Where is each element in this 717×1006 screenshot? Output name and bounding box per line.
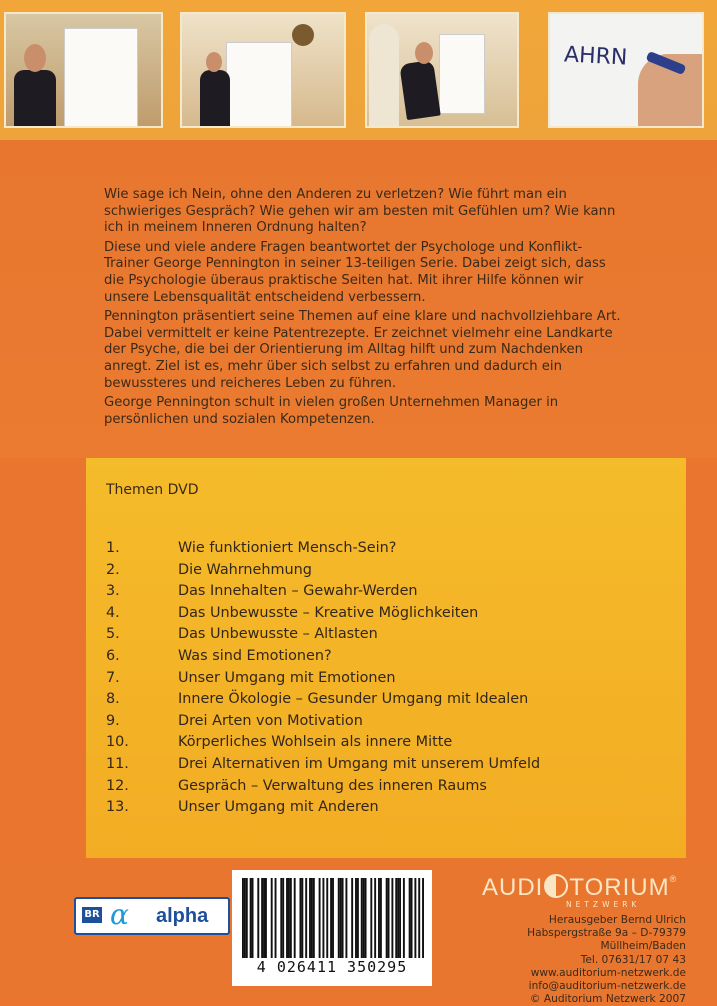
topic-number: 11. xyxy=(106,755,129,772)
auditorium-logo-part1: AUDI xyxy=(482,874,544,901)
list-item xyxy=(106,776,626,798)
photo-3 xyxy=(365,12,519,128)
list-item xyxy=(106,538,626,560)
photo-2 xyxy=(180,12,346,128)
intro-paragraph-2: Diese und viele andere Fragen beantwortet der Psychologe und Konflikt-Trainer George Pennington in seiner 13-teiligen Serie. Dabei zeigt sich, dass die Psychologie überaus praktische Seiten hat. Mit ihrer Hilfe können wir unsere Lebensqualität entscheidend verbessern. xyxy=(104,239,606,305)
topic-number: 8. xyxy=(106,691,120,708)
photo-4 xyxy=(548,12,704,128)
barcode-bars-icon xyxy=(242,878,424,958)
topic-title: Wie funktioniert Mensch-Sein? xyxy=(178,540,397,556)
topic-number: 6. xyxy=(106,647,120,664)
topic-number: 4. xyxy=(106,604,120,621)
yin-yang-icon xyxy=(544,874,568,898)
topic-title: Unser Umgang mit Anderen xyxy=(178,799,379,816)
topic-title: Das Unbewusste – Kreative Möglichkeiten xyxy=(178,604,479,621)
topic-number: 13. xyxy=(106,799,129,816)
topic-number: 5. xyxy=(106,626,120,643)
list-item xyxy=(106,711,626,733)
publisher-line: Habspergstraße 9a – D-79379 Müllheim/Baden xyxy=(527,927,686,953)
list-item xyxy=(106,603,626,625)
intro-paragraph-1: Wie sage ich Nein, ohne den Anderen zu verletzen? Wie führt man ein schwieriges Gespräch? Wie gehen wir am besten mit Gefühlen um? Wie kann ich in meinem Inneren Ordnung halten? xyxy=(104,187,616,236)
publisher-line: © Auditorium Netzwerk 2007 xyxy=(529,993,686,1006)
list-item xyxy=(106,732,626,754)
photo-1 xyxy=(4,12,163,128)
auditorium-logo xyxy=(482,874,682,902)
list-item xyxy=(106,797,626,819)
topic-number: 1. xyxy=(106,540,120,556)
topic-title: Innere Ökologie – Gesunder Umgang mit Idealen xyxy=(178,691,529,708)
topic-title: Drei Arten von Motivation xyxy=(178,712,363,729)
topic-title: Gespräch – Verwaltung des inneren Raums xyxy=(178,777,487,794)
topic-number: 2. xyxy=(106,561,120,578)
list-item xyxy=(106,624,626,646)
alpha-swirl-icon: α xyxy=(110,898,129,931)
list-item xyxy=(106,754,626,776)
list-item xyxy=(106,581,626,603)
publisher-line: Tel. 07631/17 07 43 xyxy=(580,953,686,966)
intro-paragraph-3: Pennington präsentiert seine Themen auf eine klare und nachvollziehbare Art. Dabei vermittelt er keine Patentrezepte. Er zeichnet vielmehr eine Landkarte der Psyche, die bei der Orientierung im Alltag hilft und zum Nachdenken anregt. Ziel ist es, mehr über sich selbst zu erfahren und dadurch ein bewussteres und reicheres Leben zu führen. xyxy=(104,309,621,391)
auditorium-tagline: NETZWERK xyxy=(566,900,641,909)
list-item xyxy=(106,689,626,711)
barcode xyxy=(232,870,432,986)
topic-title: Unser Umgang mit Emotionen xyxy=(178,669,396,686)
barcode-digits: 4 026411 350295 xyxy=(256,958,408,976)
topic-list xyxy=(106,538,626,819)
list-item xyxy=(106,560,626,582)
br-alpha-logo xyxy=(74,897,230,935)
topic-number: 3. xyxy=(106,583,120,600)
auditorium-logo-part2: TORIUM xyxy=(569,874,670,901)
br-logo-mark: BR xyxy=(82,907,102,923)
topic-title: Körperliches Wohlsein als innere Mitte xyxy=(178,734,453,751)
intro-paragraph-4: George Pennington schult in vielen großen Unternehmen Manager in persönlichen und sozialen Kompetenzen. xyxy=(104,395,559,427)
topic-title: Das Unbewusste – Altlasten xyxy=(178,626,378,643)
topic-number: 9. xyxy=(106,712,120,729)
topic-number: 12. xyxy=(106,777,129,794)
publisher-info xyxy=(440,914,686,1006)
topic-number: 10. xyxy=(106,734,129,751)
topic-title: Die Wahrnehmung xyxy=(178,561,312,578)
publisher-line: www.auditorium-netzwerk.de xyxy=(530,966,686,979)
alpha-logo-word: alpha xyxy=(156,905,209,927)
topic-title: Was sind Emotionen? xyxy=(178,647,332,664)
list-item xyxy=(106,668,626,690)
themes-title: Themen DVD xyxy=(106,482,199,498)
registered-mark: ® xyxy=(669,874,678,884)
intro-text xyxy=(104,187,624,431)
publisher-line: Herausgeber Bernd Ulrich xyxy=(548,914,686,926)
list-item xyxy=(106,646,626,668)
topic-number: 7. xyxy=(106,669,120,686)
topic-title: Das Innehalten – Gewahr-Werden xyxy=(178,583,418,600)
publisher-line: info@auditorium-netzwerk.de xyxy=(528,980,686,993)
topic-title: Drei Alternativen im Umgang mit unserem Umfeld xyxy=(178,755,541,772)
photo-4-board-text: AHRN xyxy=(563,42,628,71)
